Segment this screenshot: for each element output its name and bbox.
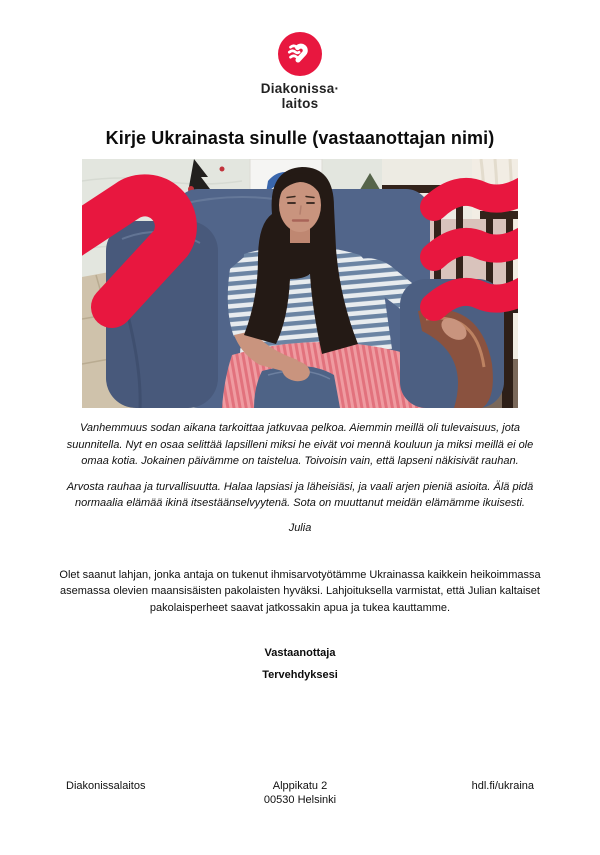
footer-address-line1: Alppikatu 2 [272, 780, 328, 792]
footer-org-name: Diakonissalaitos [66, 780, 146, 792]
diakonissalaitos-logo-icon [0, 32, 600, 76]
logo-wordmark-line1: Diakonissa· [260, 81, 340, 96]
logo-wordmark-line2: laitos [281, 96, 319, 112]
letter-header [0, 0, 600, 111]
quote-paragraph-2: Arvosta rauhaa ja turvallisuutta. Halaa lapsiasi ja läheisiäsi, ja vaali arjen pieniä asioita. Älä pidä normaalia elämää ikinä itsestäänselvyytenä. Sota on muuttanut meidän elämämme ikuisesti. [66, 480, 534, 510]
closing-label: Tervehdyksesi [262, 669, 338, 682]
photo-illustration [82, 159, 518, 408]
recipient-label: Vastaanottaja [264, 647, 336, 660]
letter-photo [82, 159, 518, 408]
brand-wave-decoration-right [434, 187, 518, 307]
quote-paragraph-1: Vanhemmuus sodan aikana tarkoittaa jatkuvaa pelkoa. Aiemmin meillä oli tulevaisuus, jota suunnitella. Nyt en osaa selittää lapsilleni miksi he eivät voi mennä kouluun ja miksi meillä ei ole omaa kotia. Jokainen päivämme on taistelua. Toivoisin vain, että lapseni näkisivät rauhan. [66, 422, 534, 468]
logo-wordmark [0, 81, 600, 111]
signature-name: Julia [288, 521, 312, 534]
body-paragraph: Olet saanut lahjan, jonka antaja on tukenut ihmisarvotyötämme Ukrainassa kaikkein heikoimmassa asemassa olevien maansisäisten pakolaisten hyväksi. Lahjoituksella varmistat, että Julian kaltaiset pakolaisperheet saavat jatkossakin apua ja tukea kauttamme. [59, 568, 541, 614]
footer-address [212, 779, 388, 808]
footer-address-line2: 00530 Helsinki [263, 794, 337, 807]
letter-title: Kirje Ukrainasta sinulle (vastaanottajan nimi) [105, 128, 495, 149]
footer-website: hdl.fi/ukraina [471, 780, 534, 792]
letter-footer [0, 779, 600, 808]
